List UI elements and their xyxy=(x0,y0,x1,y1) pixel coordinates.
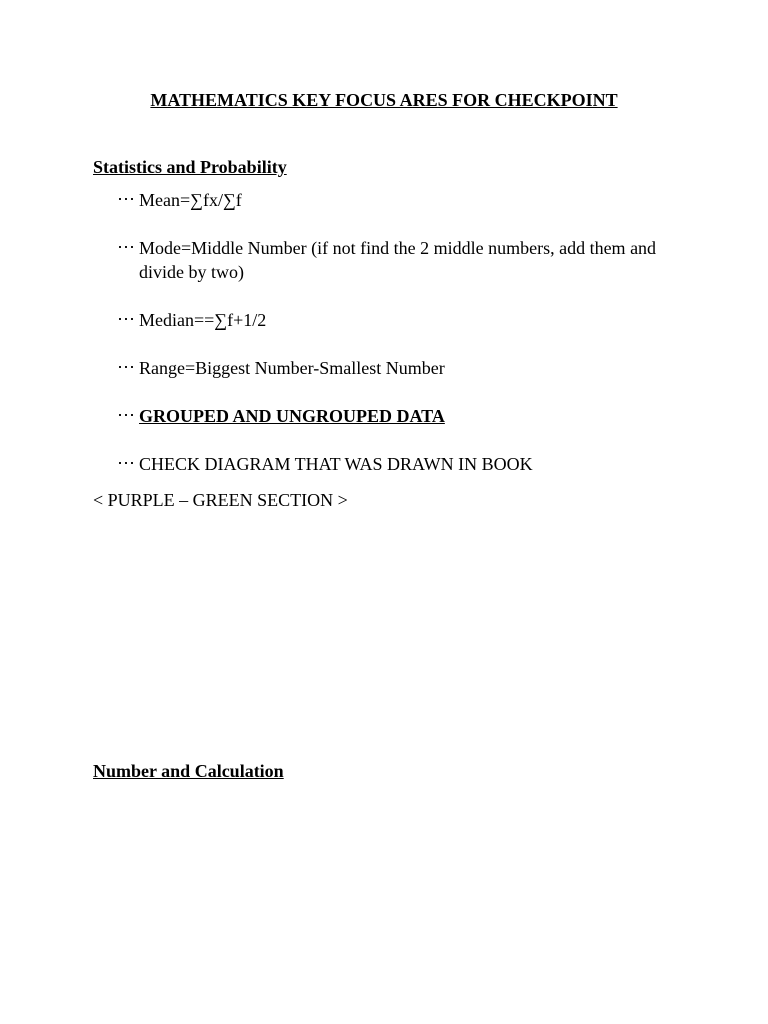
ellipsis-bullet-icon: ⋯ xyxy=(117,357,135,377)
statistics-bullet-list xyxy=(117,188,677,476)
section-heading-number-calculation: Number and Calculation xyxy=(93,761,284,781)
list-item-text: Mean=∑fx/∑f xyxy=(139,190,242,210)
list-item xyxy=(117,404,677,428)
document-title: MATHEMATICS KEY FOCUS ARES FOR CHECKPOINT xyxy=(150,90,618,110)
ellipsis-bullet-icon: ⋯ xyxy=(117,189,135,209)
list-item xyxy=(117,356,677,380)
ellipsis-bullet-icon: ⋯ xyxy=(117,309,135,329)
list-item xyxy=(117,236,677,284)
list-item-text: Median==∑f+1/2 xyxy=(139,310,267,330)
ellipsis-bullet-icon: ⋯ xyxy=(117,405,135,425)
section-note: < PURPLE – GREEN SECTION > xyxy=(93,490,348,510)
list-item-text: GROUPED AND UNGROUPED DATA xyxy=(139,406,445,426)
list-item-text: Mode=Middle Number (if not find the 2 middle numbers, add them and divide by two) xyxy=(139,238,657,282)
list-item xyxy=(117,308,677,332)
list-item xyxy=(117,452,677,476)
list-item-text: CHECK DIAGRAM THAT WAS DRAWN IN BOOK xyxy=(139,454,533,474)
list-item xyxy=(117,188,677,212)
section-heading-statistics: Statistics and Probability xyxy=(93,157,287,177)
ellipsis-bullet-icon: ⋯ xyxy=(117,237,135,257)
list-item-text: Range=Biggest Number-Smallest Number xyxy=(139,358,445,378)
ellipsis-bullet-icon: ⋯ xyxy=(117,453,135,473)
